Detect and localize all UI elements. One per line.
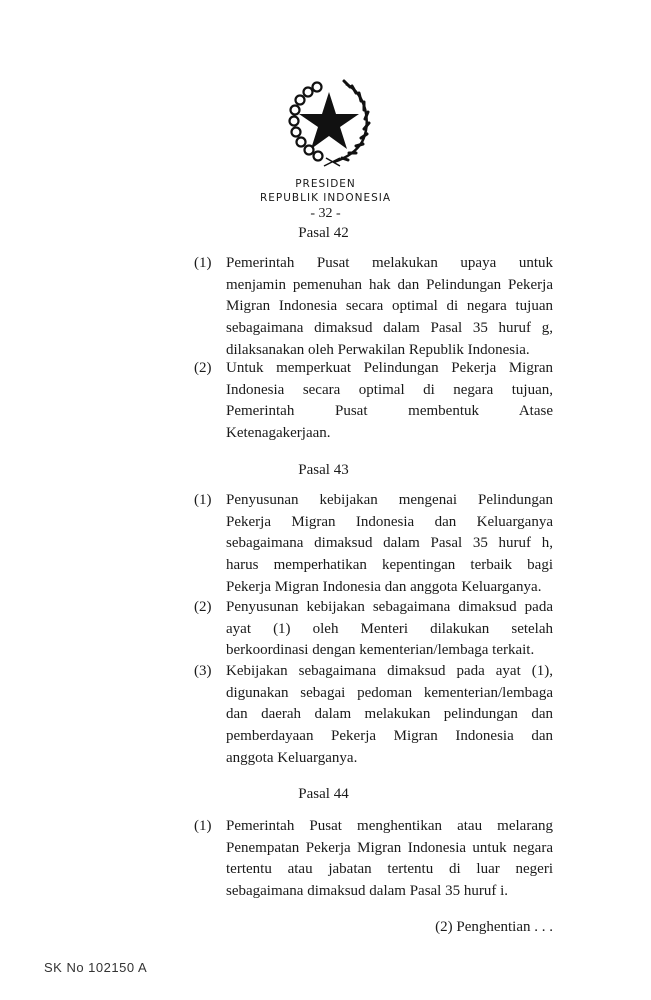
text-line: sebagaimana dimaksud dalam Pasal 35 huruf h, [226, 535, 553, 552]
clause-text [226, 661, 553, 769]
clause-number: (1) [194, 492, 212, 508]
clause-number: (3) [194, 663, 212, 679]
text-line: anggota Keluarganya. [226, 749, 358, 766]
presidential-seal-icon [284, 78, 374, 168]
text-line: dilaksanakan oleh Perwakilan Republik Indonesia. [226, 341, 530, 358]
text-line: Penempatan Pekerja Migran Indonesia untuk negara [226, 839, 553, 856]
footer-code: SK No 102150 A [44, 960, 148, 975]
clause-number: (2) [194, 599, 212, 615]
article-title: Pasal 44 [298, 786, 349, 802]
header-president: PRESIDEN [295, 178, 356, 190]
clause-number: (1) [194, 818, 212, 834]
text-line: ayat (1) oleh Menteri dilakukan setelah [226, 620, 553, 637]
text-line: Pemerintah Pusat menghentikan atau melarang [226, 818, 553, 834]
page-number: - 32 - [310, 206, 341, 221]
clause-text [226, 358, 553, 445]
text-line: digunakan sebagai pedoman kementerian/lembaga [226, 684, 553, 701]
text-line: sebagaimana dimaksud dalam Pasal 35 huruf g, [226, 320, 553, 337]
text-line: sebagaimana dimaksud dalam Pasal 35 huruf i. [226, 883, 509, 900]
text-line: Pemerintah Pusat melakukan upaya untuk [226, 255, 553, 271]
clause-text [226, 253, 553, 361]
text-line: berkoordinasi dengan kementerian/lembaga terkait. [226, 642, 535, 659]
text-line: Migran Indonesia secara optimal di negara tujuan [226, 298, 553, 315]
text-line: tertentu atau jabatan tertentu di luar negeri [226, 861, 553, 878]
clause-text [226, 816, 553, 903]
text-line: dan daerah dalam melakukan pelindungan dan [226, 706, 553, 723]
text-line: Untuk memperkuat Pelindungan Pekerja Migran [226, 360, 553, 376]
text-line: Pekerja Migran Indonesia dan Keluarganya [226, 513, 553, 530]
text-line: Indonesia secara optimal di negara tujuan, [226, 381, 553, 398]
text-line: Ketenagakerjaan. [226, 425, 331, 442]
clause-number: (2) [194, 360, 212, 376]
clause-text [226, 597, 553, 662]
article-title: Pasal 43 [298, 462, 349, 478]
header-republic: REPUBLIK INDONESIA [259, 192, 392, 204]
text-line: Pemerintah Pusat membentuk Atase [226, 403, 553, 420]
text-line: menjamin pemenuhan hak dan Pelindungan Pekerja [226, 276, 553, 293]
text-line: Penyusunan kebijakan mengenai Pelindungan [226, 492, 553, 508]
text-line: pemberdayaan Pekerja Migran Indonesia dan [226, 728, 553, 745]
text-line: Penyusunan kebijakan sebagaimana dimaksud pada [226, 599, 553, 615]
text-line: Pekerja Migran Indonesia dan anggota Keluarganya. [226, 578, 542, 595]
article-title: Pasal 42 [298, 225, 349, 241]
continuation-text: (2) Penghentian . . . [435, 919, 553, 935]
clause-text [226, 490, 553, 598]
text-line: harus memperhatikan kepentingan terbaik bagi [226, 557, 553, 574]
clause-number: (1) [194, 255, 212, 271]
text-line: Kebijakan sebagaimana dimaksud pada ayat (1), [226, 663, 553, 679]
